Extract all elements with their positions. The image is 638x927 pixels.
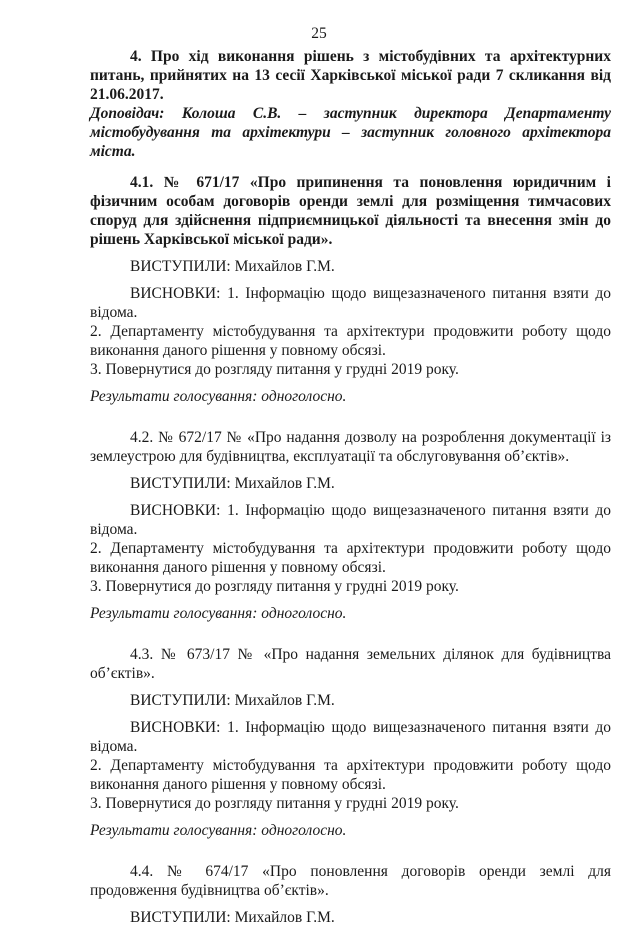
conclusions-first-line [90, 284, 611, 322]
conclusions-first-line [90, 718, 611, 756]
conclusions-label: ВИСНОВКИ: [130, 502, 221, 519]
section-4-2 [90, 428, 611, 623]
reporter-line: Доповідач: Колоша С.В. – заступник директора Департаменту містобудування та архітектури – заступник головного архітектора міста. [90, 105, 611, 160]
conclusion-item: 1. Інформацію щодо вищезазначеного питання взяти до відома. [90, 502, 611, 538]
speakers-line: ВИСТУПИЛИ: Михайлов Г.М. [130, 692, 335, 709]
speakers-line: ВИСТУПИЛИ: Михайлов Г.М. [130, 909, 335, 926]
section-4-4 [90, 862, 611, 927]
conclusions-label: ВИСНОВКИ: [130, 719, 221, 736]
conclusions-label: ВИСНОВКИ: [130, 285, 221, 302]
conclusion-item: 2. Департаменту містобудування та архітектури продовжити роботу щодо виконання даного рішення у повному обсязі. [90, 540, 611, 576]
speakers-line: ВИСТУПИЛИ: Михайлов Г.М. [130, 475, 335, 492]
conclusion-item: 3. Повернутися до розгляду питання у грудні 2019 року. [90, 361, 459, 378]
section-title: 4.4. № 674/17 «Про поновлення договорів оренди землі для продовження будівництва об’єктів». [90, 863, 611, 899]
vote-result-line: Результати голосування: одноголосно. [90, 605, 347, 622]
conclusion-item: 3. Повернутися до розгляду питання у грудні 2019 року. [90, 795, 459, 812]
agenda-item-heading: 4. Про хід виконання рішень з містобудівних та архітектурних питань, прийнятих на 13 сесії Харківської міської ради 7 скликання від 21.06.2017. [90, 48, 611, 103]
conclusion-item: 2. Департаменту містобудування та архітектури продовжити роботу щодо виконання даного рішення у повному обсязі. [90, 757, 611, 793]
section-4-1 [90, 173, 611, 406]
conclusion-item: 2. Департаменту містобудування та архітектури продовжити роботу щодо виконання даного рішення у повному обсязі. [90, 323, 611, 359]
vote-result-line: Результати голосування: одноголосно. [90, 388, 347, 405]
section-4-3 [90, 645, 611, 840]
vote-result-line: Результати голосування: одноголосно. [90, 822, 347, 839]
section-title: 4.3. № 673/17 № «Про надання земельних ділянок для будівництва об’єктів». [90, 646, 611, 682]
section-title: 4.1. № 671/17 «Про припинення та поновлення юридичним і фізичним особам договорів оренди землі для розміщення тимчасових споруд для здійснення підприємницької діяльності та внесення змін до рішень Харківської міської ради». [90, 174, 611, 248]
conclusion-item: 1. Інформацію щодо вищезазначеного питання взяти до відома. [90, 719, 611, 755]
conclusion-item: 3. Повернутися до розгляду питання у грудні 2019 року. [90, 578, 459, 595]
section-title: 4.2. № 672/17 № «Про надання дозволу на розроблення документації із землеустрою для будівництва, експлуатації та обслуговування об’єктів». [90, 429, 611, 465]
page-number: 25 [311, 25, 327, 42]
conclusion-item: 1. Інформацію щодо вищезазначеного питання взяти до відома. [90, 285, 611, 321]
speakers-line: ВИСТУПИЛИ: Михайлов Г.М. [130, 258, 335, 275]
conclusions-first-line [90, 501, 611, 539]
